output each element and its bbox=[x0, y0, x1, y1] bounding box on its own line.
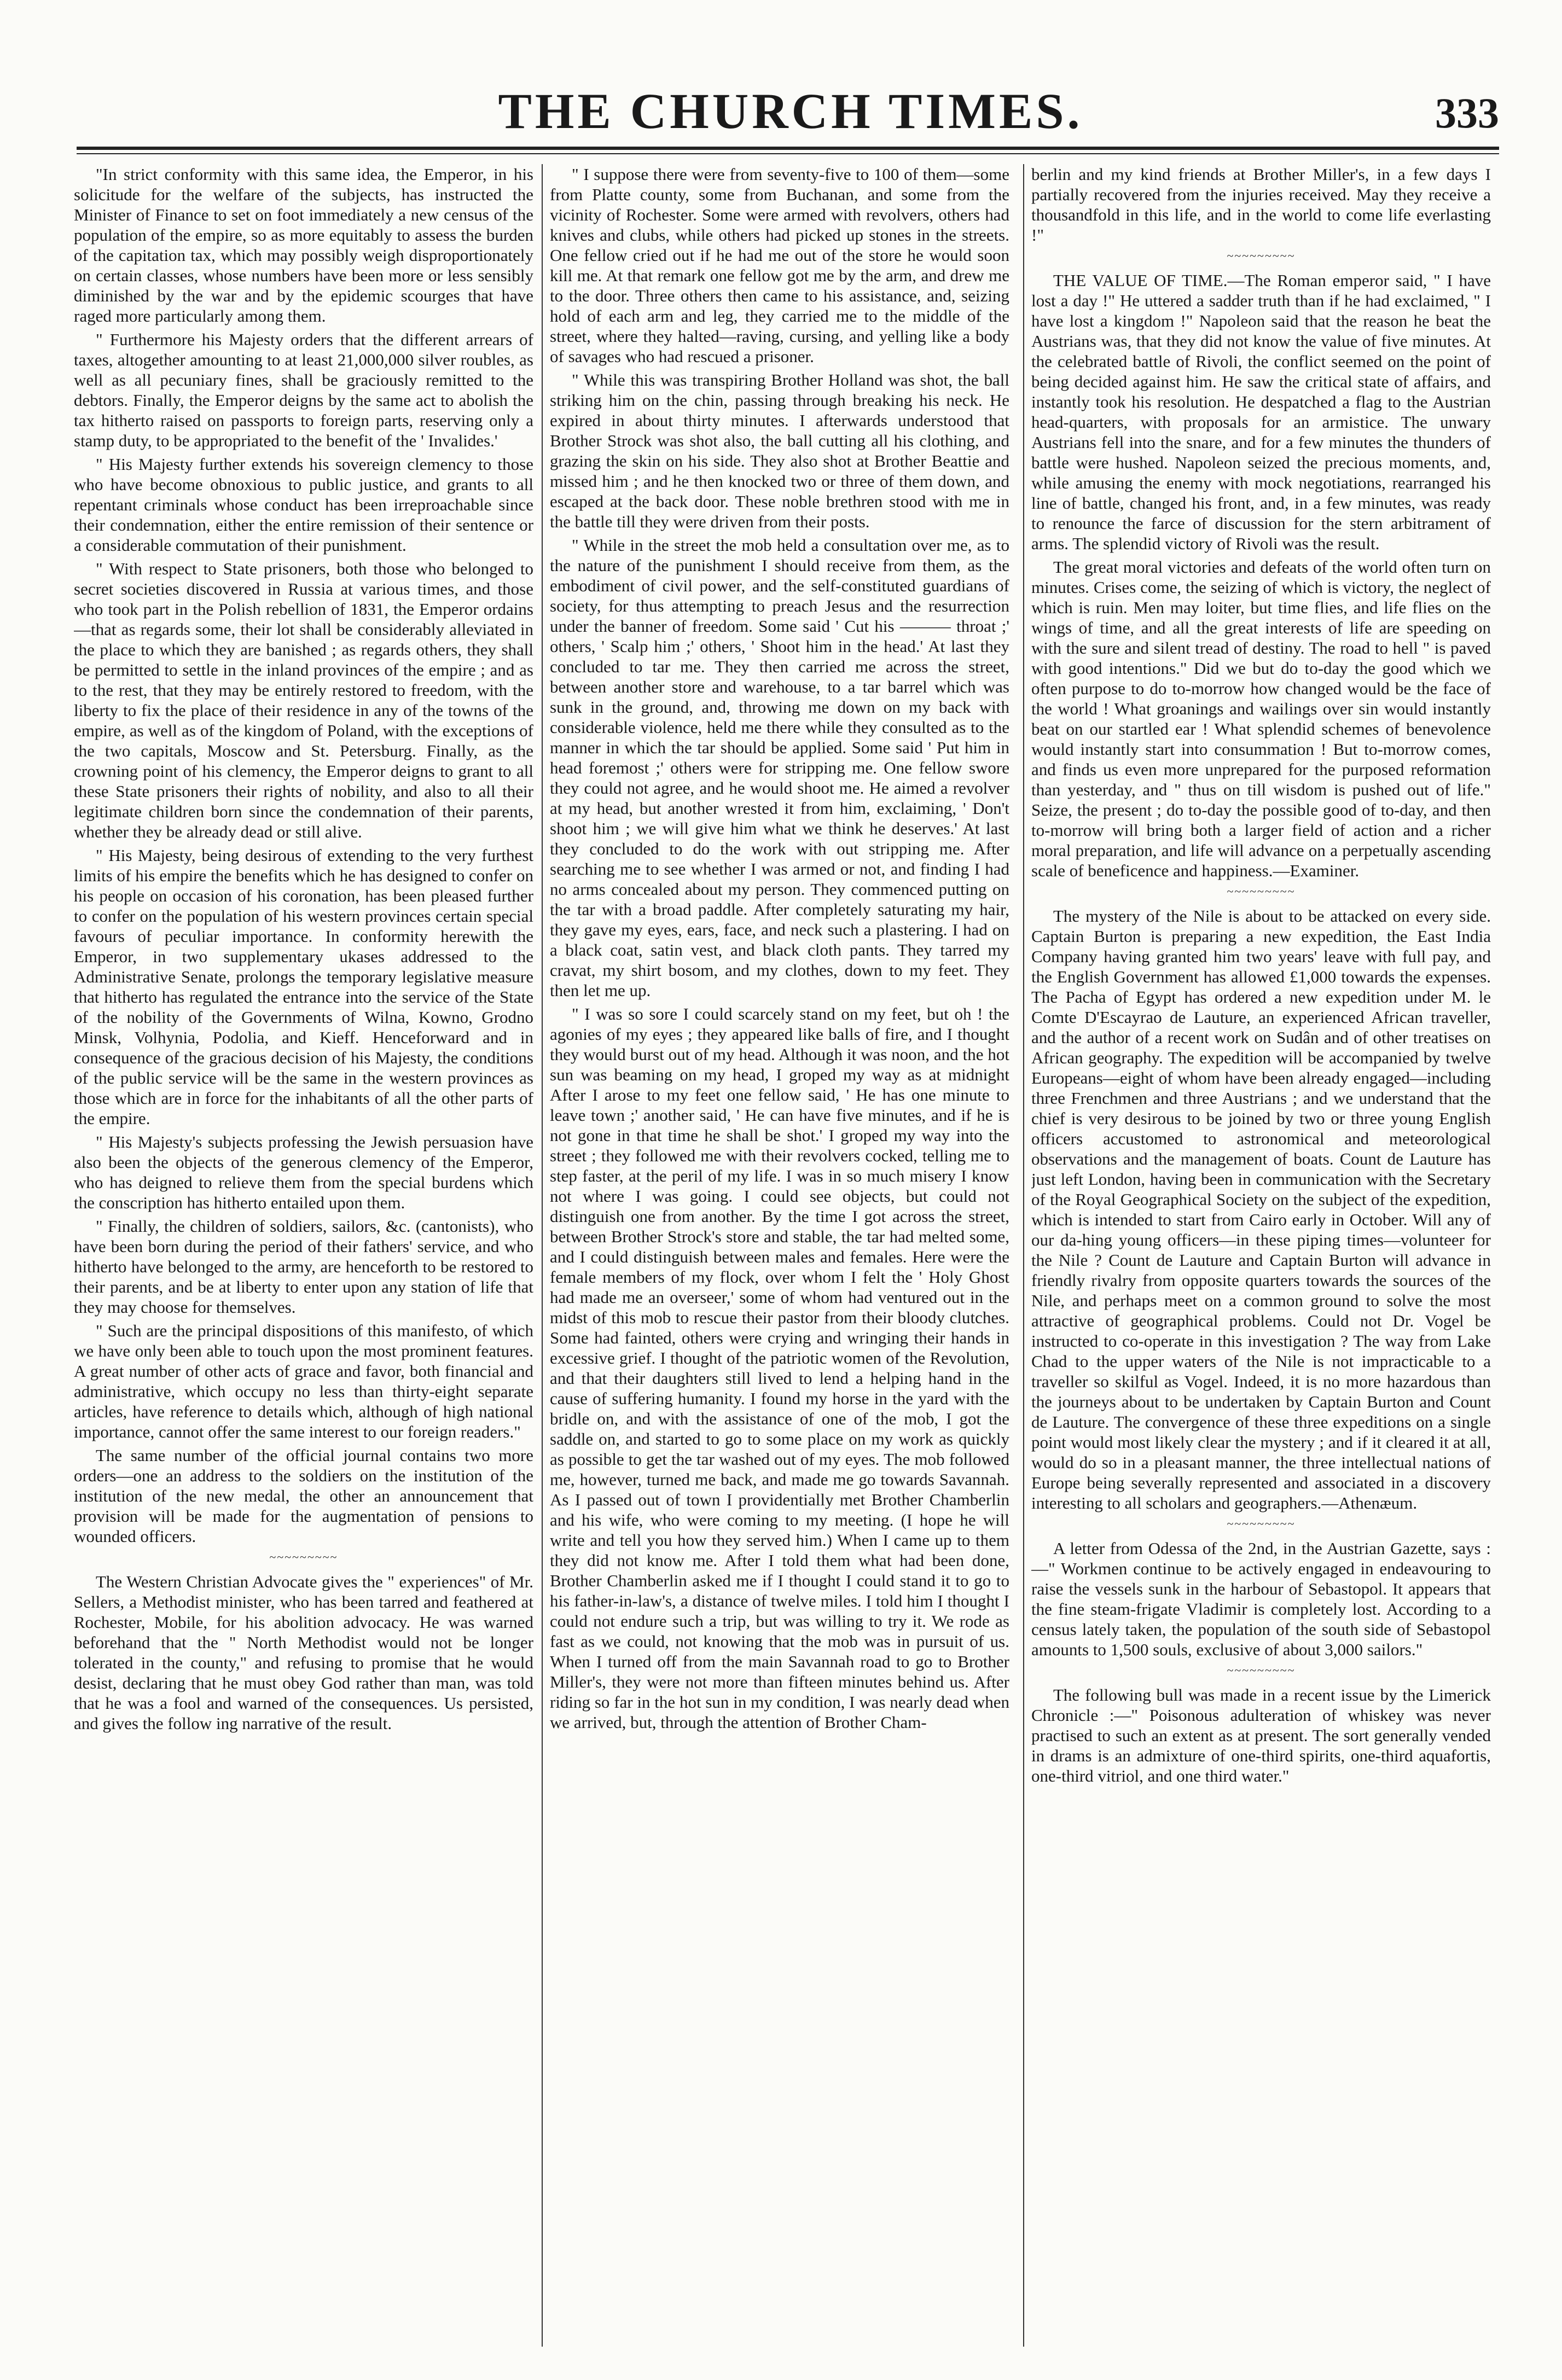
article-paragraph: The mystery of the Nile is about to be attacked on every side. Captain Burton is preparing a new expedition, the East India Company having granted him two years' leave with full pay, and the English Government has allowed £1,000 towards the expenses. The Pacha of Egypt has ordered a new expedition under M. le Comte D'Escayrao de Lauture, an experienced African traveller, and the author of a recent work on Sudân and of other treatises on African geography. The expedition will be accompanied by twelve Europeans—eight of whom have been already engaged—including three Frenchmen and three Austrians ; and we understand that the chief is very desirous to be joined by two or three young English officers accustomed to astronomical and meteorological observations and the management of boats. Count de Lauture has just left London, having been in communication with the Secretary of the Royal Geographical Society on the subject of the expedition, which is intended to start from Cairo early in October. Will any of our da-hing young officers—in these piping times—volunteer for the Nile ? Count de Lauture and Captain Burton will advance in friendly rivalry from opposite quarters towards the sources of the Nile, and perhaps meet on a common ground to solve the most attractive of geographical problems. Could not Dr. Vogel be instructed to co-operate in this investigation ? The way from Lake Chad to the upper waters of the Nile is not impracticable to a traveller so skilful as Vogel. Indeed, it is no more hazardous than the journeys about to be undertaken by Captain Burton and Count de Lauture. The convergence of these three expeditions on a single point would most likely clear the mystery ; and if it cleared it at all, would do so in a pleasant manner, the three intellectual nations of Europe being severally represented and associated in a discovery interesting to all scholars and geographers.—Athenæum. bbox=[1031, 906, 1491, 1512]
header-rule-thin bbox=[77, 153, 1499, 154]
article-paragraph: " Such are the principal dispositions of this manifesto, of which we have only been able to touch upon the most prominent features. A great number of other acts of grace and favor, both financial and administrative, which occupy no less than thirty-eight separate articles, have reference to details which, although of high national importance, cannot offer the same interest to our foreign readers." bbox=[74, 1321, 533, 1441]
article-paragraph: The great moral victories and defeats of the world often turn on minutes. Crises come, the seizing of which is victory, the neglect of which is ruin. Men may loiter, but time flies, and life flies on the wings of time, and all the great interests of life are speeding on with the sure and silent tread of destiny. The road to hell " is paved with good intentions." Did we but do to-day the good which we often purpose to do to-morrow how changed would be the face of the world ! What groanings and wailings over sin would instantly beat on our startled ear ! What splendid schemes of benevolence would instantly start into consummation ! But to-morrow comes, and finds us even more unprepared for the purposed reformation than yesterday, and " thus on till wisdom is pushed out of life." Seize, the present ; do to-day the possible good of to-day, and then to-morrow will bring both a larger field of action and a richer moral preparation, and life will advance on a perpetually ascending scale of beneficence and happiness.—Examiner. bbox=[1031, 557, 1491, 880]
section-divider: ~~~~~~~~~ bbox=[1227, 1517, 1296, 1531]
article-paragraph: A letter from Odessa of the 2nd, in the Austrian Gazette, says :—" Workmen continue to be actively engaged in endeavouring to raise the vessels sunk in the harbour of Sebastopol. It appears that the fine steam-frigate Vladimir is completely lost. According to a census lately taken, the population of the south side of Sebastopol amounts to 1,500 souls, exclusive of about 3,000 sailors." bbox=[1031, 1539, 1491, 1659]
article-paragraph: " While in the street the mob held a consultation over me, as to the nature of the punishment I should receive from them, as the embodiment of civil power, and the self-constituted guardians of society, for thus attempting to preach Jesus and the resurrection under the banner of freedom. Some said ' Cut his ——— throat ;' others, ' Scalp him ;' others, ' Shoot him in the head.' At last they concluded to tar me. They then carried me across the street, between another store and warehouse, to a tar barrel which was sunk in the ground, and, throwing me down on my back with considerable violence, held me there while they consulted as to the manner in which the tar should be applied. Some said ' Put him in head foremost ;' others were for stripping me. One fellow swore they could not agree, and he would shoot me. He aimed a revolver at my head, but another wrested it from him, exclaiming, ' Don't shoot him ; we will give him what we think he deserves.' At last they concluded to do the work with out stripping me. After searching me to see whether I was armed or not, and finding I had no arms concealed about my person. They commenced putting on the tar with a broad paddle. After completely saturating my hair, they gave my eyes, ears, face, and neck such a plastering. I had on a black coat, satin vest, and black cloth pants. They tarred my cravat, my shirt bosom, and my clothes, down to my feet. They then let me up. bbox=[550, 536, 1009, 1000]
page-number: 333 bbox=[1435, 89, 1499, 137]
article-paragraph: The same number of the official journal contains two more orders—one an address to the soldiers on the institution of the institution of the new medal, the other an announcement that provision will be made for the augmentation of pensions to wounded officers. bbox=[74, 1446, 533, 1546]
article-paragraph: berlin and my kind friends at Brother Miller's, in a few days I partially recovered from the injuries received. May they receive a thousandfold in this life, and in the world to come life everlasting !" bbox=[1031, 165, 1491, 245]
section-divider: ~~~~~~~~~ bbox=[1227, 249, 1296, 263]
column-divider bbox=[1023, 164, 1024, 2347]
article-paragraph: " Finally, the children of soldiers, sailors, &c. (cantonists), who have been born during the period of their fathers' service, and who hitherto have belonged to the army, are henceforth to be restored to their parents, and be at liberty to enter upon any station of life that they may choose for themselves. bbox=[74, 1217, 533, 1317]
article-paragraph: The following bull was made in a recent issue by the Limerick Chronicle :—" Poisonous adulteration of whiskey was never practised to such an extent as at present. The sort generally vended in drams is an admixture of one-third spirits, one-third aquafortis, one-third vitriol, and one third water." bbox=[1031, 1685, 1491, 1785]
page-header bbox=[82, 82, 1499, 153]
article-paragraph: " I was so sore I could scarcely stand on my feet, but oh ! the agonies of my eyes ; they appeared like balls of fire, and I thought they would burst out of my head. Although it was noon, and the hot sun was beaming on my head, I groped my way as at midnight After I arose to my feet one fellow said, ' He has one minute to leave town ;' another said, ' He can have five minutes, and if he is not gone in that time he shall be shot.' I groped my way into the street ; they followed me with their revolvers cocked, telling me to step faster, at the peril of my life. I was in so much misery I know not where I was going. I could see objects, but could not distinguish one from another. By the time I got across the street, between Brother Strock's store and stable, the tar had melted some, and I could distinguish between males and females. Here were the female members of my flock, over whom I felt the ' Holy Ghost had made me an overseer,' some of whom had ventured out in the midst of this mob to rescue their pastor from their bloody clutches. Some had fainted, others were crying and wringing their hands in excessive grief. I thought of the patriotic women of the Revolution, and that their daughters still lived to lend a helping hand in the cause of suffering humanity. I found my horse in the yard with the bridle on, and with the assistance of one of the mob, I got the saddle on, and started to go to some place on my work as quickly as possible to get the tar washed out of my eyes. The mob followed me, however, turned me back, and made me go towards Savannah. As I passed out of town I providentially met Brother Chamberlin and his wife, who were coming to my meeting. (I hope he will write and tell you how they served him.) When I came up to them they did not know me. After I told them what had been done, Brother Chamberlin asked me if I thought I could stand it to go to his father-in-law's, a distance of twelve miles. I told him I thought I could not endure such a trip, but was willing to try it. We rode as fast as we could, not knowing that the mob was in pursuit of us. When I turned off from the main Savannah road to go to Brother Miller's, they were not more than fifteen minutes behind us. After riding so far in the hot sun in my condition, I was nearly dead when we arrived, but, through the attention of Brother Cham- bbox=[550, 1004, 1009, 1732]
masthead-title: THE CHURCH TIMES. bbox=[498, 83, 1083, 139]
article-paragraph: THE VALUE OF TIME.—The Roman emperor said, " I have lost a day !" He uttered a sadder truth than if he had exclaimed, " I have lost a kingdom !" Napoleon said that the reason he beat the Austrians was, that they did not know the value of five minutes. At the celebrated battle of Rivoli, the conflict seemed on the point of being decided against him. He saw the critical state of affairs, and instantly took his resolution. He despatched a flag to the Austrian head-quarters, with proposals for an armistice. The unwary Austrians fell into the snare, and for a few minutes the thunders of battle were hushed. Napoleon seized the precious moments, and, while amusing the enemy with mock negotiations, rearranged his line of battle, changed his front, and, in a few minutes, was ready to renounce the farce of discussion for the stern arbitrament of arms. The splendid victory of Rivoli was the result. bbox=[1031, 271, 1491, 553]
article-paragraph: " Furthermore his Majesty orders that the different arrears of taxes, altogether amounting to at least 21,000,000 silver roubles, as well as all pecuniary fines, shall be graciously remitted to the debtors. Finally, the Emperor deigns by the same act to abolish the tax hitherto raised on passports to foreign parts, reserving only a stamp duty, to be appropriated to the benefit of the ' Invalides.' bbox=[74, 330, 533, 450]
article-paragraph: " His Majesty's subjects professing the Jewish persuasion have also been the objects of the generous clemency of the Emperor, who has deigned to relieve them from the special burdens which the conscription has hitherto entailed upon them. bbox=[74, 1132, 533, 1212]
article-paragraph: " His Majesty, being desirous of extending to the very furthest limits of his empire the benefits which he has designed to confer on his people on occasion of his coronation, has been pleased further to confer on the population of his western provinces certain special favours of peculiar importance. In conformity herewith the Emperor, in two supplementary ukases addressed to the Administrative Senate, prolongs the temporary legislative measure that hitherto has regulated the entrance into the service of the State of the nobility of the Governments of Wilna, Kowno, Grodno Minsk, Volhynia, Podolia, and Kieff. Henceforward and in consequence of the gracious decision of his Majesty, the conditions of the public service will be the same in the western provinces as those which are in force for the inhabitants of all the other parts of the empire. bbox=[74, 846, 533, 1128]
section-divider: ~~~~~~~~~ bbox=[1227, 885, 1296, 898]
column-divider bbox=[542, 164, 543, 2347]
article-paragraph: The Western Christian Advocate gives the " experiences" of Mr. Sellers, a Methodist minister, who has been tarred and feathered at Rochester, Mobile, for his abolition advocacy. He was warned beforehand that the " North Methodist would not be longer tolerated in the county," and refusing to promise that he would desist, declaring that he must obey God rather than man, was told that he was a fool and warned of the consequences. Us persisted, and gives the follow ing narrative of the result. bbox=[74, 1572, 533, 1733]
article-paragraph: " While this was transpiring Brother Holland was shot, the ball striking him on the chin, passing through breaking his neck. He expired in about thirty minutes. I afterwards understood that Brother Strock was shot also, the ball cutting all his clothing, and grazing the skin on his side. They also shot at Brother Beattie and missed him ; and he then knocked two or three of them down, and escaped at the back door. These noble brethren stood with me in the battle till they were driven from their posts. bbox=[550, 370, 1009, 531]
article-paragraph: "In strict conformity with this same idea, the Emperor, in his solicitude for the welfare of the subjects, has instructed the Minister of Finance to set on foot immediately a new census of the population of the empire, so as more equitably to assess the burden of the capitation tax, which may possibly weigh disproportionately on certain classes, whose numbers have been more or less sensibly diminished by the war and by the epidemic scourges that have raged more particularly among them. bbox=[74, 165, 533, 325]
column-2 bbox=[550, 164, 1009, 2347]
article-paragraph: " With respect to State prisoners, both those who belonged to secret societies discovered in Russia at various times, and those who took part in the Polish rebellion of 1831, the Emperor ordains—that as regards some, their lot shall be considerably alleviated in the place to which they are banished ; as regards others, they shall be permitted to settle in the inland provinces of the empire ; and as to the rest, that they may be entirely restored to freedom, with the liberty to fix the place of their residence in any of the towns of the empire, as well as of the kingdom of Poland, with the exceptions of the two capitals, Moscow and St. Petersburg. Finally, as the crowning point of his clemency, the Emperor deigns to grant to all these State prisoners their rights of nobility, and also to all their legitimate children born since the condemnation of their parents, whether they be already dead or still alive. bbox=[74, 559, 533, 841]
section-divider: ~~~~~~~~~ bbox=[1227, 1663, 1296, 1677]
section-divider: ~~~~~~~~~ bbox=[269, 1550, 338, 1564]
article-paragraph: " His Majesty further extends his sovereign clemency to those who have become obnoxious to public justice, and grants to all repentant criminals whose conduct has been irreproachable since their condemnation, either the entire remission of their sentence or a considerable commutation of their punishment. bbox=[74, 455, 533, 555]
article-paragraph: " I suppose there were from seventy-five to 100 of them—some from Platte county, some from Buchanan, and some from the vicinity of Rochester. Some were armed with revolvers, others had knives and clubs, while others had picked up stones in the streets. One fellow cried out if he had me out of the store he would soon kill me. At that remark one fellow got me by the arm, and drew me to the door. Three others then came to his assistance, and, seizing hold of each arm and leg, they carried me to the middle of the street, where they halted—raving, cursing, and yelling like a body of savages who had rescued a prisoner. bbox=[550, 165, 1009, 366]
column-1 bbox=[74, 164, 533, 2347]
header-rule-thick bbox=[77, 147, 1499, 150]
column-3 bbox=[1031, 164, 1491, 2347]
